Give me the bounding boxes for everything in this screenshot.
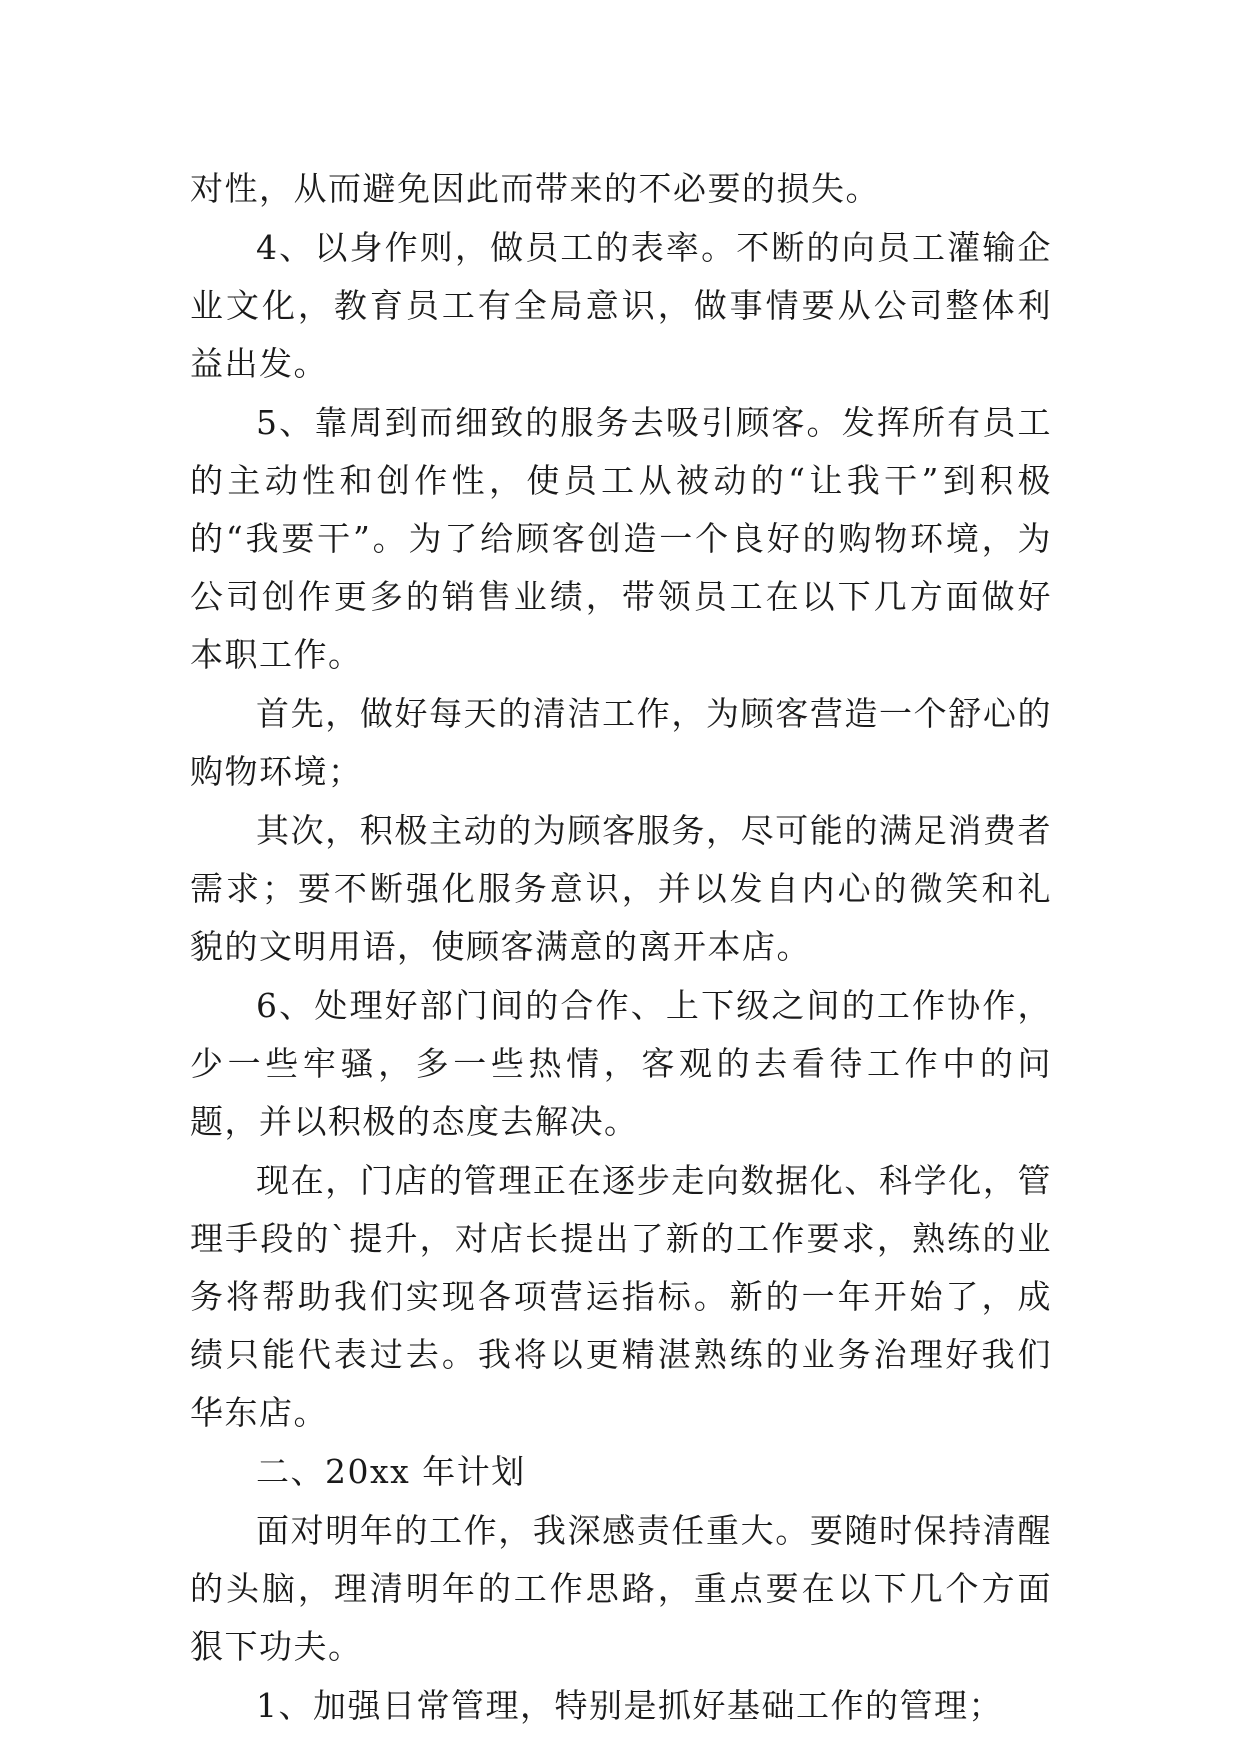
- document-body: [190, 160, 1052, 1736]
- paragraph-plan-item-1: 1、加强日常管理，特别是抓好基础工作的管理；: [256, 1686, 1003, 1725]
- paragraph-facing-next-year: 面对明年的工作，我深感责任重大。要随时保持清醒的头脑，理清明年的工作思路，重点要在以下几个方面狠下功夫。: [190, 1511, 1052, 1666]
- paragraph-first: 首先，做好每天的清洁工作，为顾客营造一个舒心的购物环境；: [190, 694, 1052, 791]
- paragraph-continuation: 对性，从而避免因此而带来的不必要的损失。: [190, 169, 880, 208]
- paragraph-now: 现在，门店的管理正在逐步走向数据化、科学化，管理手段的`提升，对店长提出了新的工作要求，熟练的业务将帮助我们实现各项营运指标。新的一年开始了，成绩只能代表过去。我将以更精湛熟练的业务治理好我们华东店。: [190, 1161, 1052, 1432]
- section-heading-plan: 二、20xx 年计划: [256, 1452, 526, 1491]
- paragraph-item-4: 4、以身作则，做员工的表率。不断的向员工灌输企业文化，教育员工有全局意识，做事情要从公司整体利益出发。: [190, 228, 1052, 383]
- paragraph-second: 其次，积极主动的为顾客服务，尽可能的满足消费者需求；要不断强化服务意识，并以发自内心的微笑和礼貌的文明用语，使顾客满意的离开本店。: [190, 811, 1052, 966]
- paragraph-item-5: 5、靠周到而细致的服务去吸引顾客。发挥所有员工的主动性和创作性，使员工从被动的“让我干”到积极的“我要干”。为了给顾客创造一个良好的购物环境，为公司创作更多的销售业绩，带领员工在以下几方面做好本职工作。: [190, 403, 1052, 674]
- paragraph-item-6: 6、处理好部门间的合作、上下级之间的工作协作，少一些牢骚，多一些热情，客观的去看待工作中的问题，并以积极的态度去解决。: [190, 986, 1052, 1141]
